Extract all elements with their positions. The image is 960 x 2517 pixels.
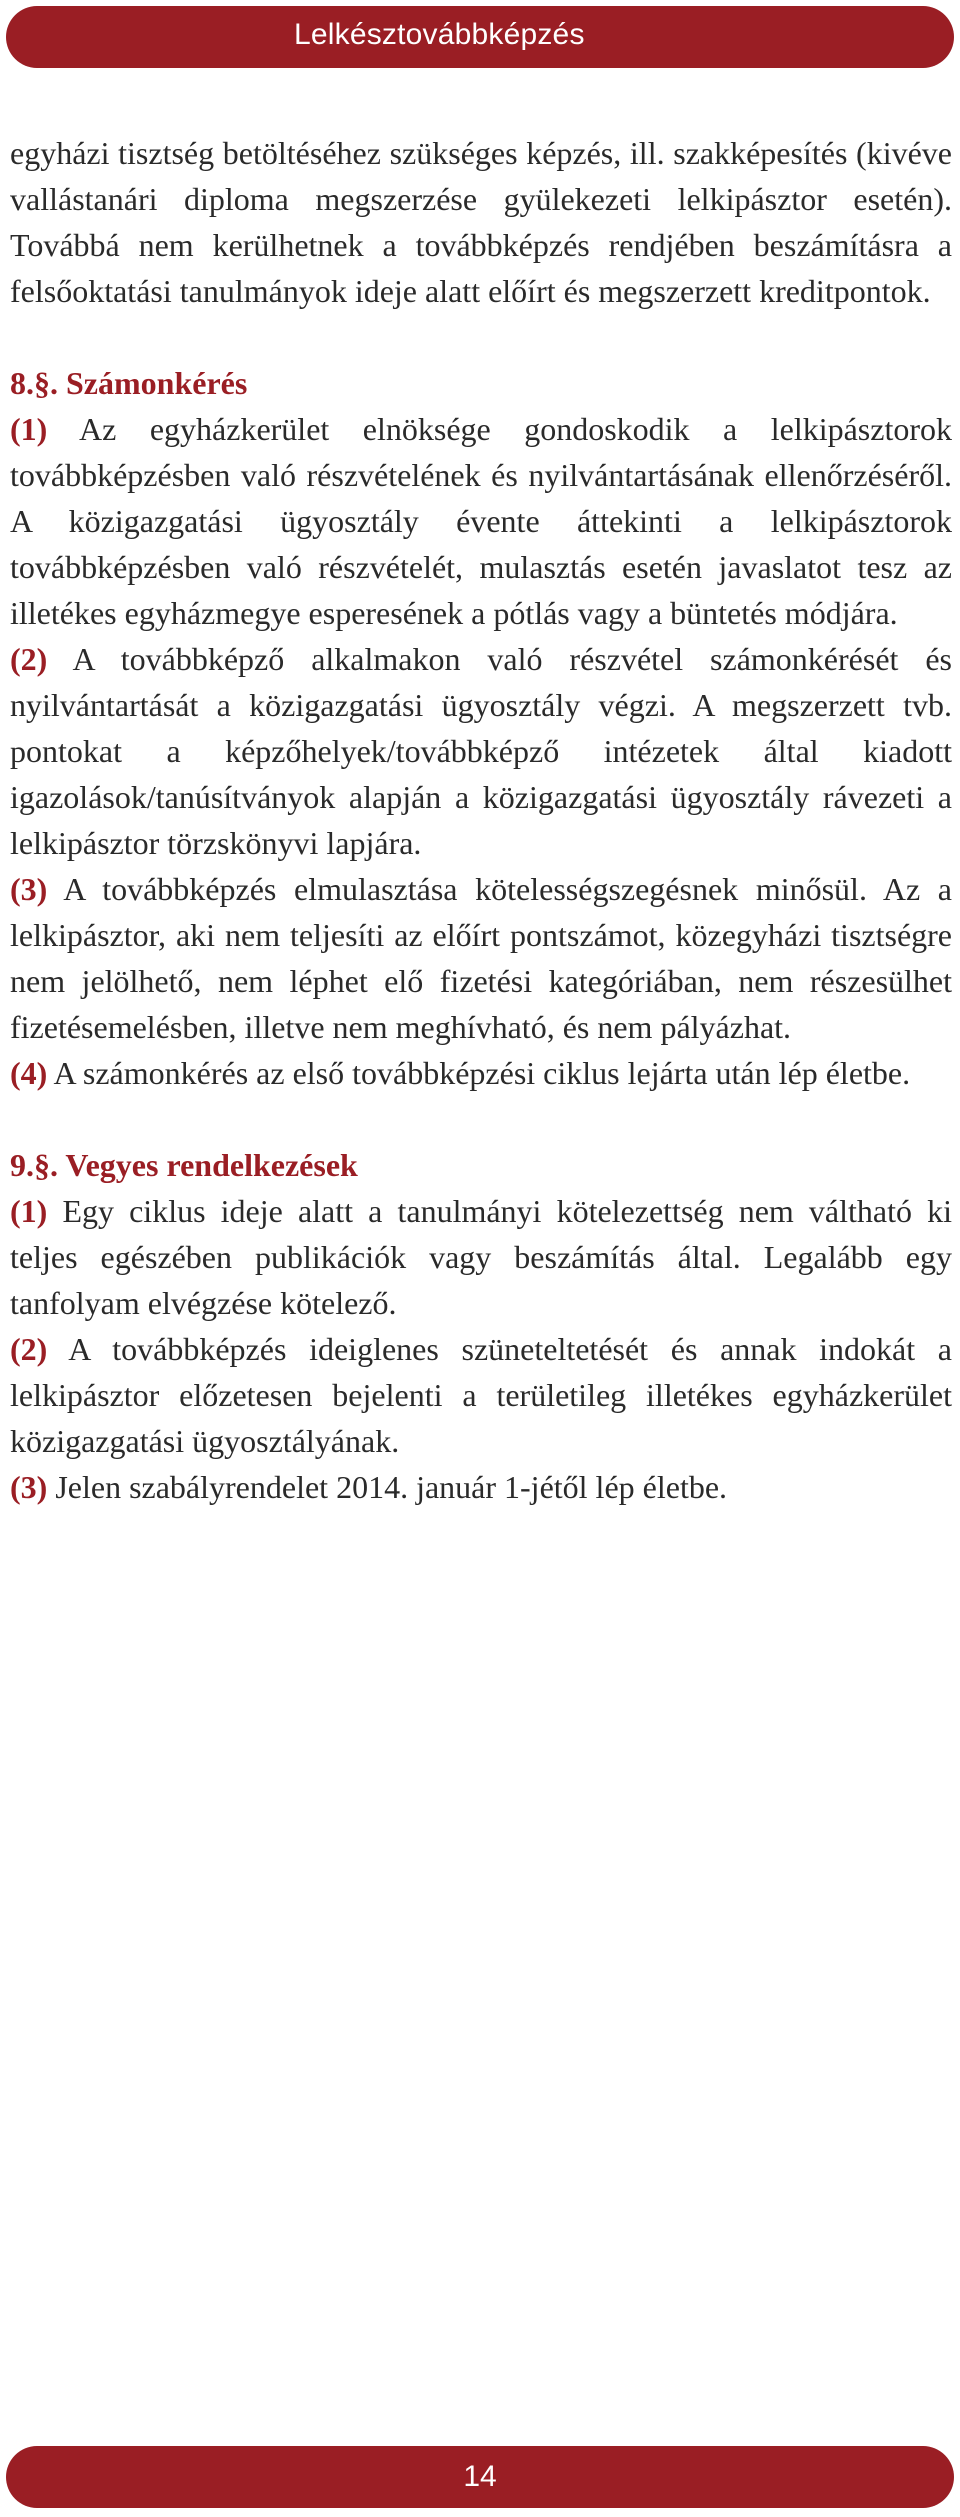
running-header-bar — [6, 6, 954, 68]
paragraph-number: (2) — [10, 1331, 48, 1367]
paragraph-text: A továbbképzés elmulasztása kötelességszegésnek minősül. Az a lelkipásztor, aki nem teljesíti az előírt pontszámot, közegyházi tisztségre nem jelölhető, nem léphet elő fizetési kategóriában, nem részesülhet fizetésemelésben, illetve nem meghívható, és nem pályázhat. — [10, 871, 953, 1045]
paragraph-text: A továbbképzés ideiglenes szüneteltetését és annak indokát a lelkipásztor előzetesen bejelenti a területileg illetékes egyházkerület közigazgatási ügyosztályának. — [10, 1331, 953, 1459]
paragraph-text: Egy ciklus ideje alatt a tanulmányi kötelezettség nem váltható ki teljes egészében publikációk vagy beszámítás által. Legalább egy tanfolyam elvégzése kötelező. — [10, 1193, 953, 1321]
section-8-heading: 8.§. Számonkérés — [10, 365, 248, 401]
section-8-paragraph-2 — [10, 636, 952, 866]
section-9-paragraph-1 — [10, 1188, 952, 1326]
section-9-heading: 9.§. Vegyes rendelkezések — [10, 1147, 358, 1183]
paragraph-number: (1) — [10, 1193, 48, 1229]
running-header-title: Lelkésztovábbképzés — [294, 18, 585, 51]
section-spacer — [10, 1096, 952, 1142]
section-spacer — [10, 314, 952, 360]
section-8-paragraph-4 — [10, 1050, 952, 1096]
paragraph-number: (3) — [10, 1469, 48, 1505]
paragraph-number: (3) — [10, 871, 48, 907]
section-9-paragraph-3 — [10, 1464, 952, 1510]
page-footer-bar — [6, 2446, 954, 2508]
section-9-paragraph-2 — [10, 1326, 952, 1464]
paragraph-text: Jelen szabályrendelet 2014. január 1-jétől lép életbe. — [55, 1469, 728, 1505]
paragraph-text: Az egyházkerület elnöksége gondoskodik a lelkipásztorok továbbképzésben való részvételének és nyilvántartásának ellenőrzéséről. A közigazgatási ügyosztály évente áttekinti a lelkipásztorok továbbképzésben való részvételét, mulasztás esetén javaslatot tesz az illetékes egyházmegye esperesének a pótlás vagy a büntetés módjára. — [10, 411, 952, 631]
paragraph-text: A továbbképző alkalmakon való részvétel számonkérését és nyilvántartását a közigazgatási ügyosztály végzi. A megszerzett tvb. pontokat a képzőhelyek/továbbképző intézetek által kiadott igazolások/tanúsítványok alapján a közigazgatási ügyosztály rávezeti a lelkipásztor törzskönyvi lapjára. — [10, 641, 953, 861]
intro-paragraph: egyházi tisztség betöltéséhez szükséges képzés, ill. szakképesítés (kivéve vallástanári diploma megszerzése gyülekezeti lelkipásztor esetén). Továbbá nem kerülhetnek a továbbképzés rendjében beszámításra a felsőoktatási tanulmányok ideje alatt előírt és megszerzett kreditpontok. — [10, 135, 952, 309]
paragraph-number: (2) — [10, 641, 48, 677]
section-8-paragraph-1 — [10, 406, 952, 636]
document-body — [10, 130, 952, 1510]
section-8-paragraph-3 — [10, 866, 952, 1050]
paragraph-number: (1) — [10, 411, 48, 447]
paragraph-number: (4) — [10, 1055, 48, 1091]
paragraph-text: A számonkérés az első továbbképzési ciklus lejárta után lép életbe. — [53, 1055, 911, 1091]
page-number: 14 — [463, 2460, 497, 2493]
